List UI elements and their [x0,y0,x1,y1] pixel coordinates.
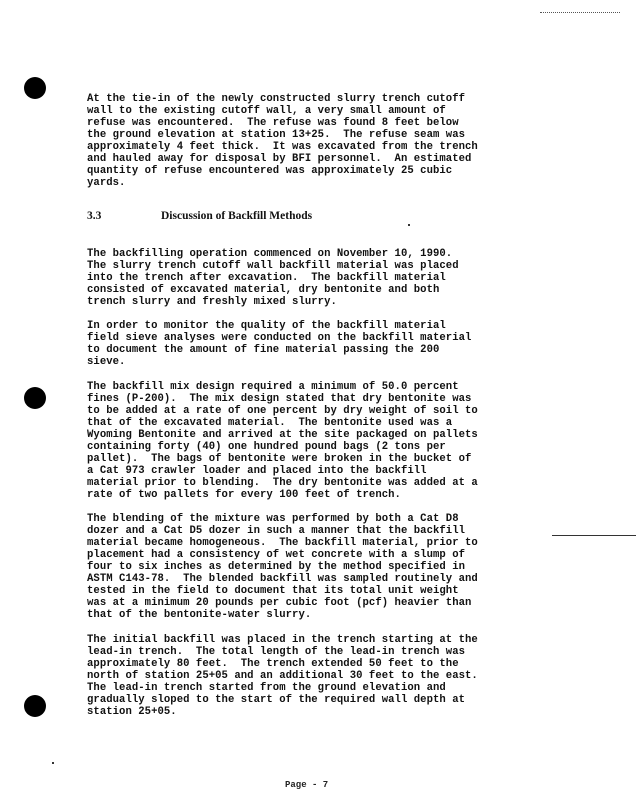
page-number: Page - 7 [285,780,329,790]
scan-artifact [540,12,620,14]
paragraph-initial-backfill: The initial backfill was placed in the trench starting at the lead-in trench. The total length of the lead-in trench was approximately 80 feet. The trench extended 50 feet to the north of station 25+05 and an additional 30 feet to the east. The lead-in trench started from the ground elevation and gradually sloped to the start of the required wall depth at station 25+05. [87,634,478,718]
punch-hole [24,695,46,717]
margin-mark [552,535,636,536]
paragraph-refuse: At the tie-in of the newly constructed slurry trench cutoff wall to the existing cutoff wall, a very small amount of refuse was encountered. The refuse was found 8 feet below the ground elevation at station 13+25. The refuse seam was approximately 4 feet thick. It was excavated from the trench and hauled away for disposal by BFI personnel. An estimated quantity of refuse encountered was approximately 25 cubic yards. [87,93,478,189]
paragraph-backfill-operation: The backfilling operation commenced on November 10, 1990. The slurry trench cutoff wall backfill material was placed into the trench after excavation. The backfill material consisted of excavated material, dry bentonite and both trench slurry and freshly mixed slurry. [87,248,459,308]
scan-speck [408,224,410,226]
paragraph-blending: The blending of the mixture was performed by both a Cat D8 dozer and a Cat D5 dozer in such a manner that the backfill material became homogeneous. The backfill material, prior to placement had a consistency of wet concrete with a slump of four to six inches as determined by the method specified in ASTM C143-78. The blended backfill was sampled routinely and tested in the field to document that its total unit weight was at a minimum 20 pounds per cubic foot (pcf) heavier than that of the bentonite-water slurry. [87,513,478,621]
section-number: 3.3 [87,210,102,222]
paragraph-mix-design: The backfill mix design required a minimum of 50.0 percent fines (P-200). The mix design stated that dry bentonite was to be added at a rate of one percent by dry weight of soil to that of the excavated material. The bentonite used was a Wyoming Bentonite and arrived at the site packaged on pallets containing forty (40) one hundred pound bags (2 tons per pallet). The bags of bentonite were broken in the bucket of a Cat 973 crawler loader and placed into the backfill material prior to blending. The dry bentonite was added at a rate of two pallets for every 100 feet of trench. [87,381,478,501]
scan-speck [52,762,54,764]
punch-hole [24,387,46,409]
section-heading [87,210,312,222]
section-title: Discussion of Backfill Methods [161,210,313,222]
paragraph-sieve-analyses: In order to monitor the quality of the backfill material field sieve analyses were conducted on the backfill material to document the amount of fine material passing the 200 sieve. [87,320,472,368]
punch-hole [24,77,46,99]
